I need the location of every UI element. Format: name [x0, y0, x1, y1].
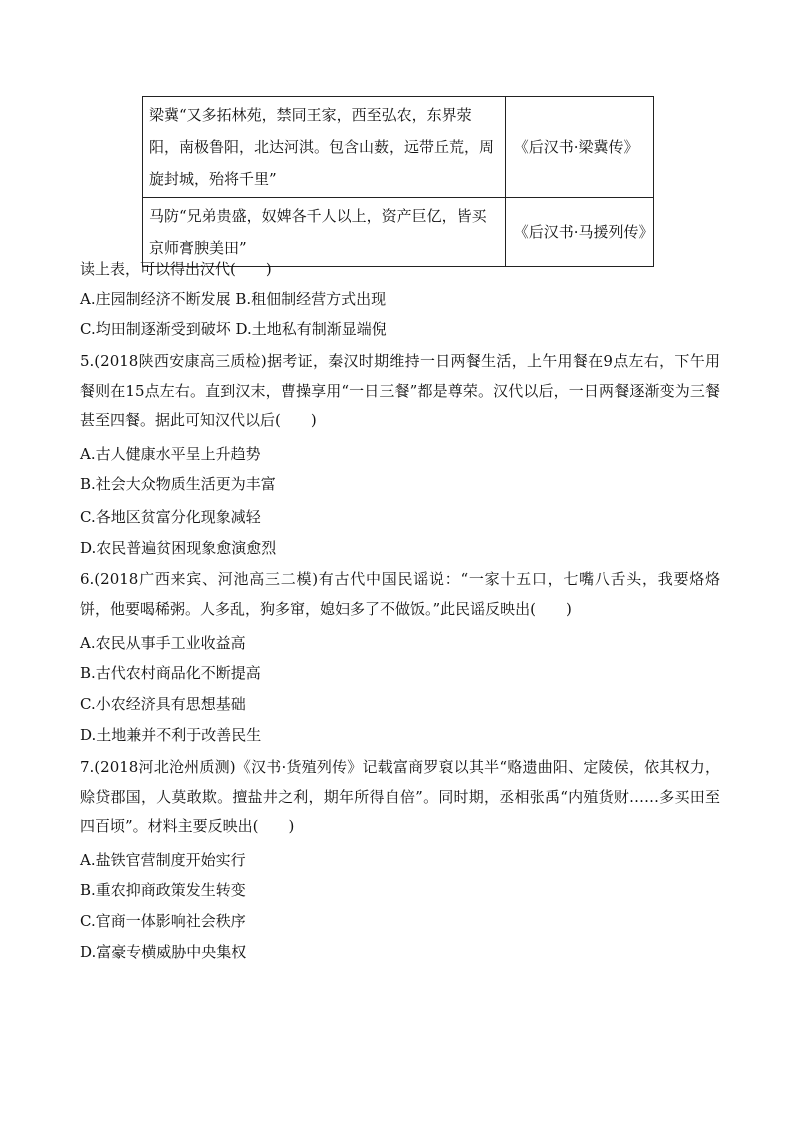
- question-7-option-a: A.盐铁官营制度开始实行: [80, 851, 246, 869]
- question-5-option-c: C.各地区贫富分化现象减轻: [80, 508, 261, 526]
- question-5-stem: 5.(2018陕西安康高三质检)据考证，秦汉时期维持一日两餐生活，上午用餐在9点左右，下午用餐则在15点左右。直到汉末，曹操享用“一日三餐”都是尊荣。汉代以后，一日两餐逐渐变为三餐甚至四餐。据此可知汉代以后( ): [80, 352, 720, 429]
- question-7-stem: 7.(2018河北沧州质测)《汉书·货殖列传》记载富商罗裒以其半“赂遗曲阳、定陵侯，依其权力，赊贷郡国，人莫敢欺。擅盐井之利，期年所得自倍”。同时期，丞相张禹“内殖货财……多买田至四百顷”。材料主要反映出( ): [80, 758, 720, 835]
- table-cell-content: 梁冀“又多拓林苑，禁同王家，西至弘农，东界荥阳，南极鲁阳，北达河淇。包含山薮，远带丘荒，周旋封城，殆将千里”: [143, 97, 506, 198]
- table-row: [143, 198, 654, 267]
- question-5-option-a: A.古人健康水平呈上升趋势: [80, 445, 261, 463]
- table-cell-source: 《后汉书·梁冀传》: [505, 97, 653, 198]
- question-6-option-c: C.小农经济具有思想基础: [80, 695, 246, 713]
- table-cell-source: 《后汉书·马援列传》: [505, 198, 653, 267]
- question-6-option-d: D.土地兼并不利于改善民生: [80, 726, 262, 744]
- question-4-stem: 读上表，可以得出汉代( ): [80, 260, 272, 278]
- table-cell-content: 马防“兄弟贵盛，奴婢各千人以上，资产巨亿，皆买京师膏腴美田”: [143, 198, 506, 267]
- table-row: [143, 97, 654, 198]
- question-5-option-b: B.社会大众物质生活更为丰富: [80, 475, 276, 493]
- source-table: [142, 96, 654, 267]
- question-7-option-c: C.官商一体影响社会秩序: [80, 912, 246, 930]
- question-4-options-cd: C.均田制逐渐受到破坏 D.土地私有制渐显端倪: [80, 320, 387, 338]
- question-6-stem: 6.(2018广西来宾、河池高三二模)有古代中国民谣说：“一家十五口，七嘴八舌头，我要烙烙饼，他要喝稀粥。人多乱，狗多窜，媳妇多了不做饭。”此民谣反映出( ): [80, 570, 720, 618]
- question-6-option-a: A.农民从事手工业收益高: [80, 634, 246, 652]
- question-7-option-b: B.重农抑商政策发生转变: [80, 881, 246, 899]
- question-5-option-d: D.农民普遍贫困现象愈演愈烈: [80, 539, 277, 557]
- question-6-option-b: B.古代农村商品化不断提高: [80, 664, 261, 682]
- question-4-options-ab: A.庄园制经济不断发展 B.租佃制经营方式出现: [80, 290, 387, 308]
- question-7-option-d: D.富豪专横威胁中央集权: [80, 943, 247, 961]
